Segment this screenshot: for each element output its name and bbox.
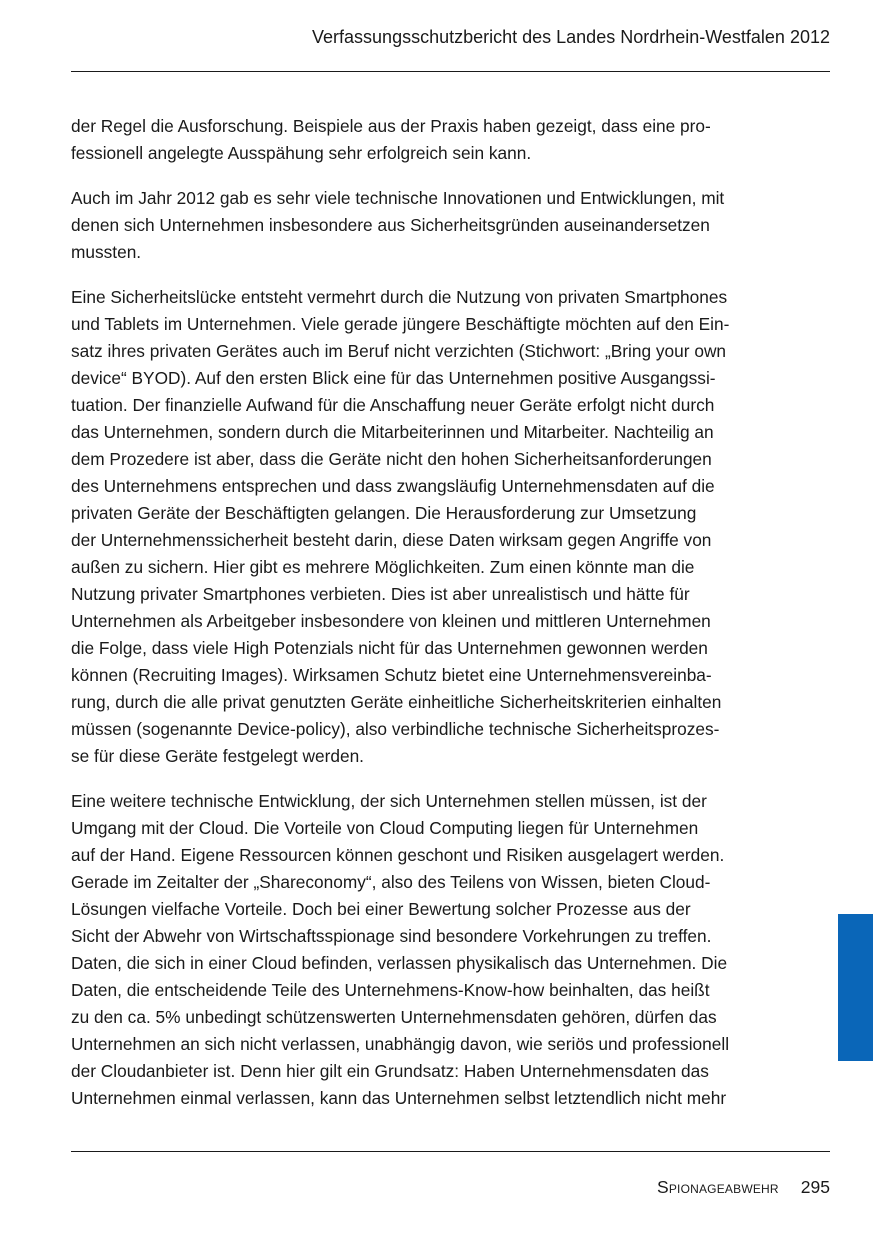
text-line: se für diese Geräte festgelegt werden.	[71, 746, 364, 766]
text-line: tuation. Der finanzielle Aufwand für die Anschaffung neuer Geräte erfolgt nicht durch	[71, 395, 715, 415]
paragraph	[71, 113, 791, 167]
text-line: der Unternehmenssicherheit besteht darin, diese Daten wirksam gegen Angriffe von	[71, 530, 712, 550]
text-line: müssen (sogenannte Device-policy), also verbindliche technische Sicherheitsprozes-	[71, 719, 720, 739]
text-line: des Unternehmens entsprechen und dass zwangsläufig Unternehmensdaten auf die	[71, 476, 715, 496]
text-line: Lösungen vielfache Vorteile. Doch bei einer Bewertung solcher Prozesse aus der	[71, 899, 691, 919]
text-line: Eine Sicherheitslücke entsteht vermehrt durch die Nutzung von privaten Smartphones	[71, 287, 728, 307]
text-line: Unternehmen an sich nicht verlassen, unabhängig davon, wie seriös und professionell	[71, 1034, 730, 1054]
text-line: Unternehmen als Arbeitgeber insbesondere von kleinen und mittleren Unternehmen	[71, 611, 711, 631]
text-line: denen sich Unternehmen insbesondere aus Sicherheitsgründen auseinandersetzen	[71, 215, 710, 235]
page-number: 295	[800, 1177, 830, 1197]
page-footer	[657, 1175, 830, 1199]
text-line: satz ihres privaten Gerätes auch im Beruf nicht verzichten (Stichwort: „Bring your own	[71, 341, 727, 361]
text-line: und Tablets im Unternehmen. Viele gerade jüngere Beschäftigte möchten auf den Ein-	[71, 314, 730, 334]
text-line: können (Recruiting Images). Wirksamen Schutz bietet eine Unternehmensvereinba-	[71, 665, 712, 685]
text-line: rung, durch die alle privat genutzten Geräte einheitliche Sicherheitskriterien einhalten	[71, 692, 722, 712]
text-line: privaten Geräte der Beschäftigten gelangen. Die Herausforderung zur Umsetzung	[71, 503, 697, 523]
text-line: device“ BYOD). Auf den ersten Blick eine für das Unternehmen positive Ausgangssi-	[71, 368, 716, 388]
running-header-title: Verfassungsschutzbericht des Landes Nordrhein-Westfalen 2012	[312, 27, 830, 47]
chapter-side-tab	[838, 914, 873, 1061]
paragraph	[71, 284, 791, 770]
text-line: auf der Hand. Eigene Ressourcen können geschont und Risiken ausgelagert werden.	[71, 845, 725, 865]
text-line: mussten.	[71, 242, 142, 262]
text-line: dem Prozedere ist aber, dass die Geräte nicht den hohen Sicherheitsanforderungen	[71, 449, 712, 469]
footer-rule	[71, 1151, 830, 1152]
text-line: das Unternehmen, sondern durch die Mitarbeiterinnen und Mitarbeiter. Nachteilig an	[71, 422, 714, 442]
text-line: fessionell angelegte Ausspähung sehr erfolgreich sein kann.	[71, 143, 532, 163]
text-line: Eine weitere technische Entwicklung, der sich Unternehmen stellen müssen, ist der	[71, 791, 707, 811]
text-line: Unternehmen einmal verlassen, kann das Unternehmen selbst letztendlich nicht mehr	[71, 1088, 727, 1108]
paragraph	[71, 185, 791, 266]
text-line: der Regel die Ausforschung. Beispiele aus der Praxis haben gezeigt, dass eine pro-	[71, 116, 711, 136]
text-line: außen zu sichern. Hier gibt es mehrere Möglichkeiten. Zum einen könnte man die	[71, 557, 695, 577]
text-line: Sicht der Abwehr von Wirtschaftsspionage sind besondere Vorkehrungen zu treffen.	[71, 926, 712, 946]
text-line: Daten, die sich in einer Cloud befinden, verlassen physikalisch das Unternehmen. Die	[71, 953, 728, 973]
text-line: Gerade im Zeitalter der „Shareconomy“, also des Teilens von Wissen, bieten Cloud-	[71, 872, 711, 892]
text-line: Daten, die entscheidende Teile des Unternehmens-Know-how beinhalten, das heißt	[71, 980, 710, 1000]
text-line: zu den ca. 5% unbedingt schützenswerten Unternehmensdaten gehören, dürfen das	[71, 1007, 717, 1027]
text-line: Nutzung privater Smartphones verbieten. Dies ist aber unrealistisch und hätte für	[71, 584, 690, 604]
paragraph	[71, 788, 791, 1112]
footer-section-name: Spionageabwehr	[656, 1177, 779, 1197]
header-rule	[71, 71, 830, 72]
body-text	[71, 113, 791, 1130]
text-line: Umgang mit der Cloud. Die Vorteile von Cloud Computing liegen für Unternehmen	[71, 818, 699, 838]
text-line: der Cloudanbieter ist. Denn hier gilt ein Grundsatz: Haben Unternehmensdaten das	[71, 1061, 709, 1081]
text-line: Auch im Jahr 2012 gab es sehr viele technische Innovationen und Entwicklungen, mit	[71, 188, 725, 208]
text-line: die Folge, dass viele High Potenzials nicht für das Unternehmen gewonnen werden	[71, 638, 708, 658]
